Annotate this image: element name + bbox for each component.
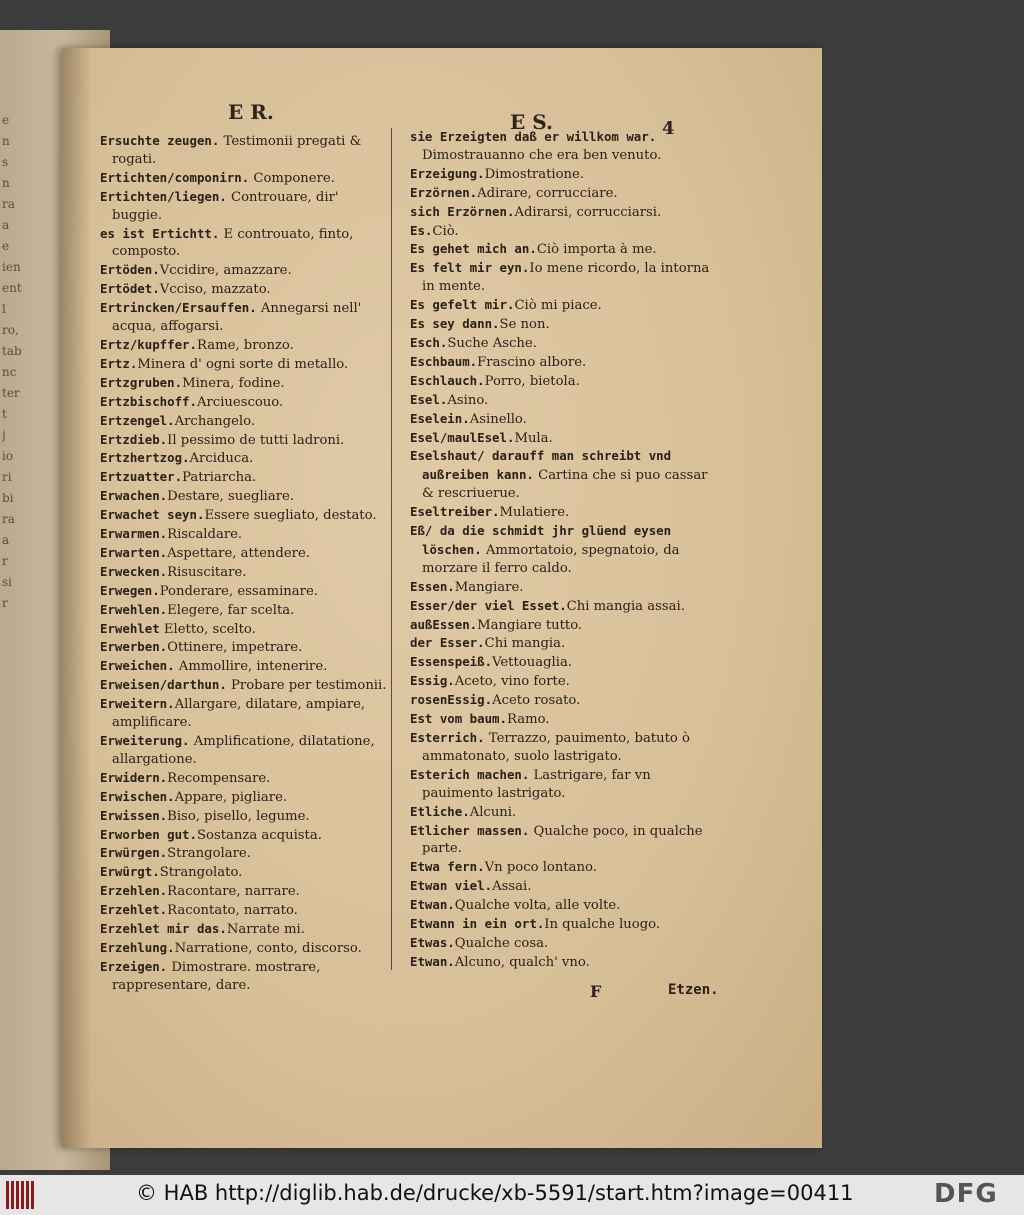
entry-translation: Minera, fodine. [182,375,285,391]
entry-headword: Es gefelt mir. [410,297,515,313]
entry-translation: Probare per testimonii. [226,678,387,694]
entry-translation: Qualche volta, alle volte. [454,898,621,914]
entry-translation: Essere suegliato, destato. [204,508,377,524]
entry-headword: Ertichten/componirn. [100,169,250,185]
entry-headword: Erzeigen. [100,958,168,974]
previous-page-fragment: r [2,596,8,610]
entry-translation: Qualche cosa. [454,935,549,951]
entry-headword: Esser/der viel Esset. [410,597,567,613]
entry-translation: Amplificatione, dilatatione, allargatione. [112,734,375,767]
previous-page-fragment: bi [2,491,14,505]
dictionary-entry [100,826,392,845]
entry-headword: Erwehlen. [100,601,168,617]
entry-headword: Esch. [410,334,448,350]
dictionary-entry [100,920,392,939]
entry-translation: Risuscitare. [167,564,247,580]
entry-translation: Mangiare. [454,579,524,595]
entry-headword: Erzörnen. [410,184,478,200]
entry-translation: Appare, pigliare. [174,789,288,805]
dictionary-entry [410,858,710,877]
dictionary-entry [410,447,710,503]
dictionary-entry [410,222,710,241]
dictionary-entry [100,261,392,280]
dictionary-entry [100,788,392,807]
dictionary-entry [100,844,392,863]
dictionary-entry [100,299,392,336]
dictionary-entry [100,336,392,355]
previous-page-fragment: e [2,239,10,253]
dictionary-entry [410,372,710,391]
entry-headword: Erzehlet mir das. [100,921,227,937]
entry-headword: Erwecken. [100,563,168,579]
page-number: 4 [662,118,675,139]
entry-headword: Erwissen. [100,807,168,823]
entry-translation: Terrazzo, pauimento, batuto ò ammatonato, suolo lastrigato. [422,731,690,764]
entry-translation: Vccidire, amazzare. [159,263,292,279]
previous-page-fragment: a [2,218,10,232]
entry-translation: Minera d' ogni sorte di metallo. [137,356,349,372]
dictionary-entry [410,877,710,896]
previous-page-fragment: io [2,449,14,463]
dictionary-entry [100,582,392,601]
entry-translation: Dimostrauanno che era ben venuto. [422,147,662,163]
entry-translation: In qualche luogo. [544,917,661,933]
copyright-link[interactable]: © HAB http://diglib.hab.de/drucke/xb-5591/start.htm?image=00411 [136,1181,854,1205]
entry-translation: Chi mangia assai. [566,598,685,614]
entry-translation: Racontare, narrare. [167,884,300,900]
entry-headword: Etwan viel. [410,878,493,894]
previous-page-fragment: ter [2,386,20,400]
entry-headword: Es felt mir eyn. [410,260,530,276]
previous-page-fragment: ro, [2,323,19,337]
entry-translation: Dimostrare. mostrare, rappresentare, dare. [112,959,321,993]
entry-translation: Archangelo. [174,413,256,429]
dictionary-entry [410,691,710,710]
entry-translation: Ammollire, intenerire. [174,659,328,675]
entry-translation: Mangiare tutto. [477,617,583,633]
dictionary-entry [100,901,392,920]
entry-headword: Erwidern. [100,769,168,785]
page-gutter-shadow [62,48,92,1148]
entry-headword: Ertzdieb. [100,431,168,447]
entry-translation: Narratione, conto, discorso. [174,940,362,956]
entry-headword: Erwischen. [100,788,175,804]
dictionary-entry [410,315,710,334]
entry-translation: Vcciso, mazzato. [159,282,271,298]
entry-headword: rosenEssig. [410,692,493,708]
entry-headword: Erwachet seyn. [100,507,205,523]
entry-headword: Etwan. [410,953,455,969]
entry-translation: Dimostratione. [484,166,585,182]
entry-headword: Esterich machen. [410,766,530,782]
entry-translation: Ponderare, essaminare. [159,583,318,599]
catchword: Etzen. [668,982,719,998]
dictionary-entry [410,128,710,165]
entry-translation: Aspettare, attendere. [167,545,310,561]
entry-headword: Ersuchte zeugen. [100,133,220,148]
entry-translation: Lastrigare, far vn pauimento lastrigato. [422,767,651,801]
previous-page-fragment: ien [2,260,21,274]
dictionary-entry [100,807,392,826]
entry-translation: Componere. [249,170,335,186]
entry-translation: Alcuni. [469,804,517,820]
previous-page-fragment: ra [2,197,15,211]
entry-translation: Vettouaglia. [492,655,573,671]
entry-translation: Strangolare. [167,846,251,862]
entry-headword: Erwehlet [100,620,160,636]
entry-headword: Essen. [410,578,455,594]
entry-headword: Erzehlet. [100,902,168,918]
dictionary-entry [410,653,710,672]
entry-translation: Strangolato. [159,865,243,881]
entry-headword: Erworben gut. [100,826,197,842]
entry-headword: Etwan. [410,897,455,913]
entry-translation: Controuare, dir' buggie. [112,189,339,223]
entry-headword: Erzehlung. [100,939,175,955]
entry-headword: Ertöden. [100,262,160,278]
entry-headword: Eseltreiber. [410,504,500,520]
entry-headword: Etwann in ein ort. [410,916,545,932]
entry-translation: Elegere, far scelta. [167,602,295,618]
dictionary-entry [100,374,392,393]
entry-headword: Etlicher massen. [410,822,530,838]
dictionary-entry [410,296,710,315]
right-column [410,128,710,972]
dictionary-entry [100,882,392,901]
dictionary-entry [100,280,392,299]
dictionary-entry [100,939,392,958]
entry-translation: Mulatiere. [499,505,570,521]
dictionary-entry [410,353,710,372]
dictionary-entry [100,769,392,788]
entry-translation: Ottinere, impetrare. [167,640,303,656]
entry-headword: Erzehlen. [100,883,168,899]
entry-headword: Ertzhertzog. [100,450,190,466]
dictionary-entry [100,449,392,468]
entry-translation: Rame, bronzo. [196,337,294,353]
entry-headword: Esel/maulEsel. [410,429,515,445]
dictionary-entry [410,710,710,729]
entry-translation: Ciò mi piace. [514,298,602,314]
entry-translation: Ciò. [432,223,459,239]
entry-headword: sich Erzörnen. [410,203,515,219]
entry-headword: Erwürgen. [100,845,168,861]
entry-headword: Esterrich. [410,730,485,745]
dictionary-entry [100,525,392,544]
dictionary-entry [410,597,710,616]
previous-page-fragment: t [2,407,7,421]
dictionary-entry [410,729,710,766]
entry-translation: Asinello. [469,411,527,427]
dictionary-entry [100,863,392,882]
entry-translation: Assai. [492,879,532,895]
entry-translation: Eletto, scelto. [159,621,256,637]
entry-headword: Essig. [410,673,455,689]
dictionary-entry [410,934,710,953]
dfg-logo: DFG [934,1179,998,1209]
dictionary-entry [100,355,392,374]
dictionary-entry [100,412,392,431]
dictionary-entry [410,391,710,410]
entry-translation: Ciò importa à me. [536,242,657,258]
dictionary-entry [100,732,392,769]
entry-translation: Cartina che si puo cassar & rescriuerue. [422,468,708,502]
entry-headword: Essenspeiß. [410,654,493,670]
entry-headword: Eß/ da die schmidt jhr glüend eysen löschen. [410,523,672,557]
entry-headword: Etwas. [410,934,455,950]
entry-headword: Erweisen/darthun. [100,677,227,693]
entry-translation: Il pessimo de tutti ladroni. [167,432,345,448]
dictionary-entry [100,695,392,732]
dictionary-entry [410,259,710,296]
entry-translation: Qualche poco, in qualche parte. [422,823,703,857]
dictionary-entry [100,431,392,450]
entry-headword: Etwa fern. [410,859,485,875]
column-divider [391,128,392,970]
entry-translation: Arciuescouo. [196,394,284,410]
dictionary-entry [100,506,392,525]
entry-translation: Aceto, vino forte. [454,674,570,690]
entry-translation: Adirarsi, corrucciarsi. [514,204,662,220]
right-running-head: E S. [510,110,553,134]
entry-translation: Chi mangia. [484,636,566,652]
entry-translation: Vn poco lontano. [484,860,597,876]
dictionary-entry [100,132,392,169]
dictionary-entry [410,429,710,448]
dictionary-entry [100,601,392,620]
previous-page-fragment: e [2,113,10,127]
dictionary-entry [100,620,392,639]
entry-translation: Arciduca. [189,451,254,467]
previous-page-fragment: j [2,428,6,442]
entry-translation: Alcuno, qualch' vno. [454,954,590,970]
entry-translation: Testimonii pregati & rogati. [112,134,362,167]
entry-translation: Sostanza acquista. [196,827,322,843]
entry-headword: es ist Ertichtt. [100,225,220,241]
entry-headword: Ertz. [100,355,138,371]
dictionary-entry [100,225,392,262]
entry-headword: Erweitern. [100,696,175,712]
entry-headword: Ertzgruben. [100,374,183,390]
dictionary-entry [410,766,710,803]
entry-translation: Riscaldare. [167,527,243,543]
dictionary-entry [410,334,710,353]
dictionary-entry [410,410,710,429]
signature-mark: F [590,982,602,1001]
dictionary-entry [410,503,710,522]
entry-headword: Es gehet mich an. [410,241,537,257]
dictionary-entry [100,188,392,225]
entry-translation: Racontato, narrato. [167,903,298,919]
entry-translation: Patriarcha. [182,470,257,486]
entry-translation: Se non. [499,317,550,333]
entry-translation: Annegarsi nell' acqua, affogarsi. [112,301,362,335]
dictionary-entry [410,896,710,915]
previous-page-fragment: si [2,575,12,589]
entry-headword: Erweichen. [100,658,175,674]
entry-translation: Recompensare. [167,770,271,786]
dictionary-entry [100,676,392,695]
dictionary-entry [410,184,710,203]
entry-headword: Erwachen. [100,488,168,504]
dictionary-entry [100,563,392,582]
entry-headword: Erzeigung. [410,165,485,181]
dictionary-entry [410,616,710,635]
previous-page-fragment: n [2,134,10,148]
entry-headword: Ertzbischoff. [100,393,197,409]
entry-translation: Frascino albore. [477,354,587,370]
entry-headword: Ertödet. [100,281,160,297]
entry-headword: Eselshaut/ darauff man schreibt vnd außreiben kann. [410,448,672,483]
dictionary-entry [100,657,392,676]
dictionary-entry [100,487,392,506]
previous-page-fragment: ri [2,470,12,484]
previous-page-fragment: n [2,176,10,190]
dictionary-entry [410,203,710,222]
entry-headword: der Esser. [410,635,485,651]
entry-headword: Ertrincken/Ersauffen. [100,300,257,316]
dictionary-entry [410,578,710,597]
dictionary-entry [100,468,392,487]
entry-translation: Ramo. [506,712,550,728]
entry-headword: Erwerben. [100,639,168,655]
entry-headword: Es. [410,222,433,238]
dictionary-entry [100,544,392,563]
entry-headword: Ertzuatter. [100,469,183,485]
entry-translation: Narrate mi. [226,922,305,938]
entry-headword: Es sey dann. [410,316,500,332]
entry-translation: Asino. [447,392,489,408]
entry-headword: Ertz/kupffer. [100,336,197,352]
hab-logo-icon [6,1181,36,1209]
dictionary-entry [100,393,392,412]
entry-headword: Eschlauch. [410,372,485,388]
dictionary-entry [410,634,710,653]
dictionary-entry [410,240,710,259]
dictionary-entry [410,522,710,578]
left-column [100,132,392,995]
entry-headword: Est vom baum. [410,711,507,727]
entry-translation: Biso, pisello, legume. [167,808,310,824]
previous-page-fragment: r [2,554,8,568]
entry-headword: Ertzengel. [100,412,175,428]
entry-headword: Erwarmen. [100,526,168,542]
entry-translation: E controuato, finto, composto. [112,226,354,260]
entry-translation: Io mene ricordo, la intorna in mente. [422,261,710,295]
previous-page-fragment: tab [2,344,22,358]
previous-page-fragment: a [2,533,10,547]
entry-translation: Aceto rosato. [492,693,581,709]
entry-translation: Allargare, dilatare, ampiare, amplificare. [112,697,366,731]
previous-page-fragment: s [2,155,9,169]
entry-headword: Erweiterung. [100,733,190,748]
dictionary-entry [410,953,710,972]
dictionary-entry [410,672,710,691]
entry-translation: Adirare, corrucciare. [477,185,618,201]
entry-translation: Ammortatoio, spegnatoio, da morzare il ferro caldo. [422,542,680,576]
entry-translation: Suche Asche. [447,335,537,351]
entry-headword: Eschbaum. [410,353,478,369]
dictionary-entry [100,638,392,657]
previous-page-fragment: l [2,302,6,316]
entry-headword: Ertichten/liegen. [100,188,227,204]
dictionary-entry [410,803,710,822]
dictionary-entry [100,958,392,995]
left-running-head: E R. [228,100,274,124]
entry-headword: sie Erzeigten daß er willkom war. [410,129,657,144]
entry-translation: Destare, suegliare. [167,489,295,505]
entry-headword: Esel. [410,391,448,407]
viewer-bottom-bar [0,1175,1024,1215]
entry-headword: Etliche. [410,803,470,819]
previous-page-fragment: ra [2,512,15,526]
entry-headword: außEssen. [410,616,478,632]
dictionary-entry [410,822,710,859]
previous-page-fragment: nc [2,365,17,379]
entry-headword: Erwegen. [100,582,160,598]
entry-headword: Erwarten. [100,544,168,560]
entry-translation: Porro, bietola. [484,373,580,389]
entry-translation: Mula. [514,430,553,446]
entry-headword: Erwürgt. [100,864,160,880]
dictionary-entry [100,169,392,188]
entry-headword: Eselein. [410,410,470,426]
dictionary-entry [410,915,710,934]
previous-page-fragment: ent [2,281,22,295]
dictionary-entry [410,165,710,184]
